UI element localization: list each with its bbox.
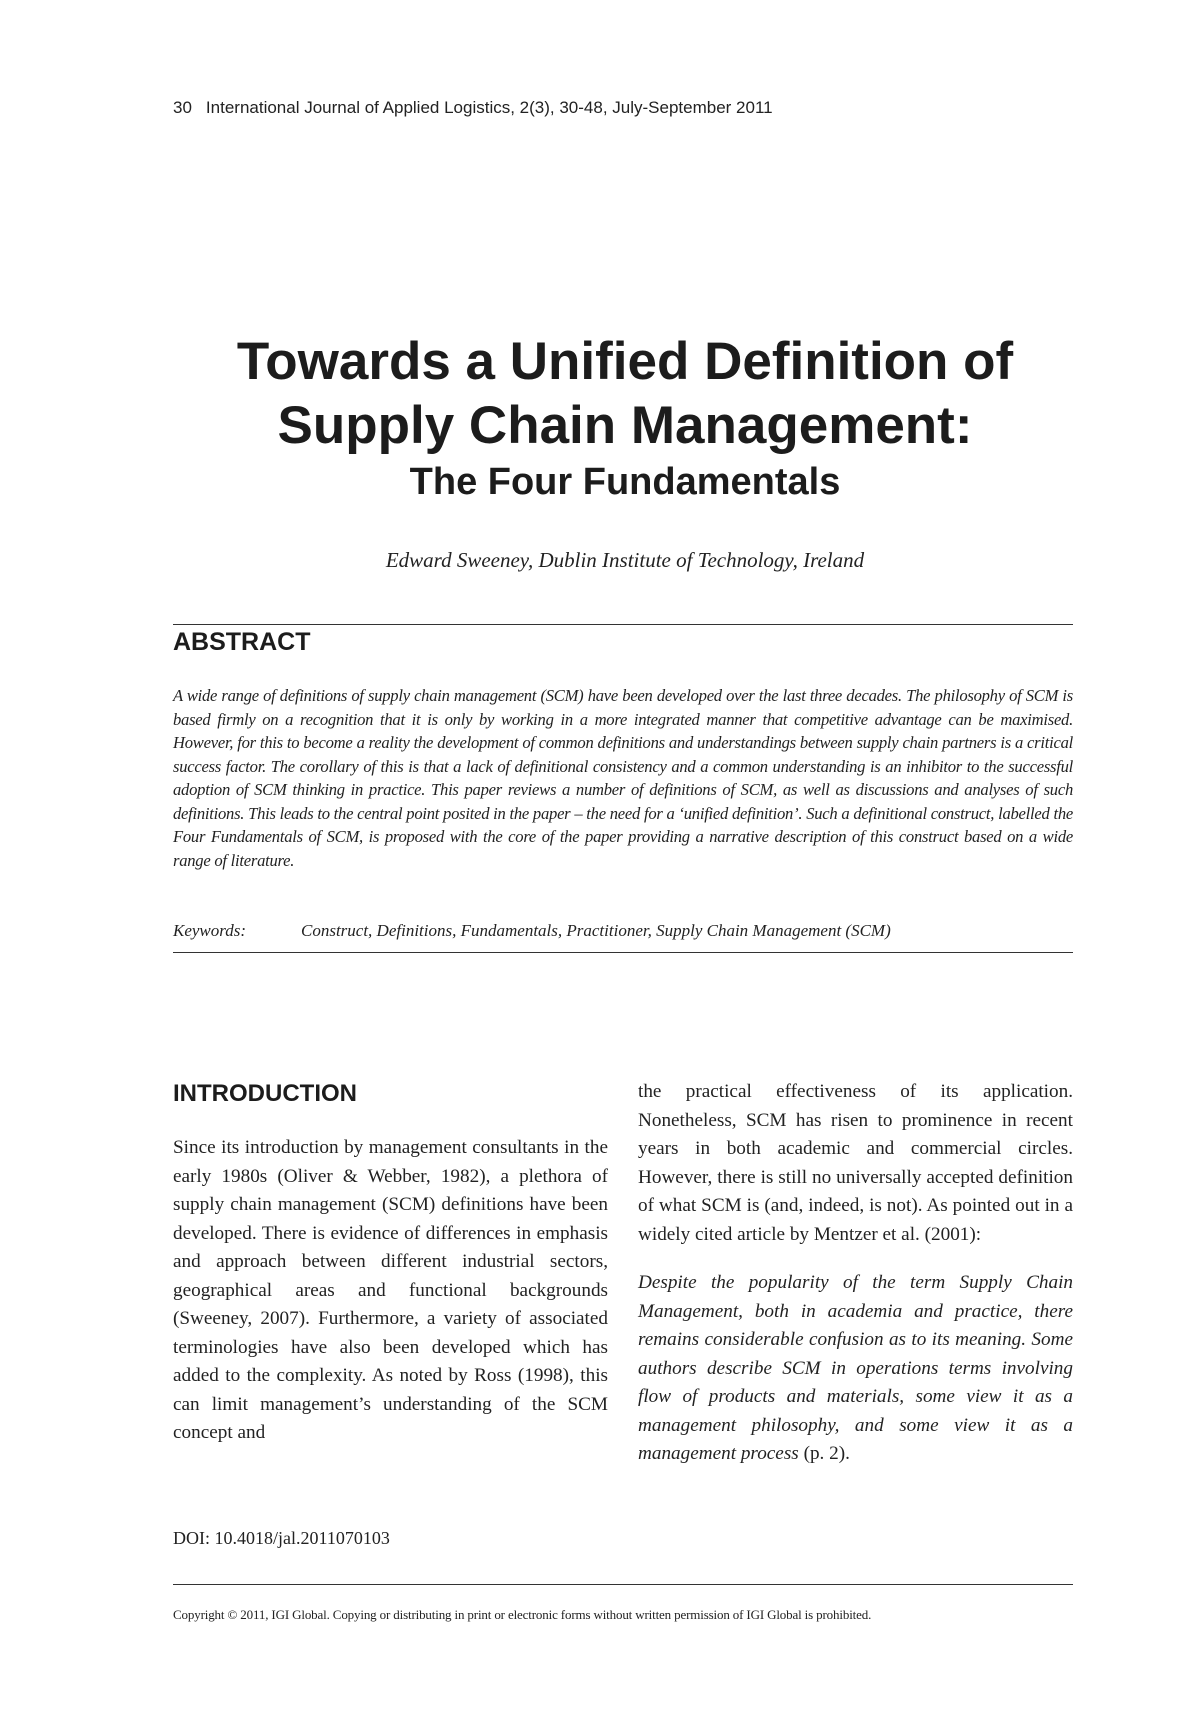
quote-text: Despite the popularity of the term Supply Chain Management, both in academia and practice, there remains considerable confusion as to its meaning. Some authors describe SCM in operations terms involving flow of products and materials, some view it as a management philosophy, and some view it as a management process — [638, 1272, 1073, 1464]
abstract-bottom-rule — [173, 952, 1073, 953]
journal-citation: International Journal of Applied Logistics, 2(3), 30-48, July-September 2011 — [205, 98, 773, 117]
running-header — [173, 98, 773, 118]
page-number: 30 — [173, 98, 192, 117]
subtitle: The Four Fundamentals — [409, 461, 841, 503]
keywords-label: Keywords: — [173, 921, 247, 940]
title-line-2: Supply Chain Management: — [277, 396, 973, 455]
abstract-text: A wide range of definitions of supply chain management (SCM) have been developed over the last three decades. The philosophy of SCM is based firmly on a recognition that it is only by working in a more integrated manner that competitive advantage can be maximised. However, for this to become a reality the development of common definitions and understandings between supply chain partners is a critical success factor. The corollary of this is that a lack of definitional consistency and a common understanding is an inhibitor to the successful adoption of SCM thinking in practice. This paper reviews a number of definitions of SCM, as well as discussions and analyses of such definitions. This leads to the central point posited in the paper – the need for a ‘unified definition’. Such a definitional construct, labelled the Four Fundamentals of SCM, is proposed with the core of the paper providing a narrative description of this construct based on a wide range of literature. — [173, 686, 1073, 870]
section-heading-introduction: INTRODUCTION — [173, 1080, 357, 1107]
left-column — [173, 1080, 608, 1448]
abstract-top-rule — [173, 624, 1073, 625]
quote-citation: (p. 2). — [798, 1443, 850, 1464]
keywords-list: Construct, Definitions, Fundamentals, Practitioner, Supply Chain Management (SCM) — [301, 921, 891, 940]
author-affiliation: Edward Sweeney, Dublin Institute of Technology, Ireland — [385, 548, 865, 572]
title-line-1: Towards a Unified Definition of — [236, 332, 1014, 391]
footer-rule — [173, 1584, 1073, 1585]
copyright-notice: Copyright © 2011, IGI Global. Copying or distributing in print or electronic forms without written permission of IGI Global is prohibited. — [173, 1607, 872, 1622]
intro-paragraph-left: Since its introduction by management consultants in the early 1980s (Oliver & Webber, 1982), a plethora of supply chain management (SCM) definitions have been developed. There is evidence of differences in emphasis and approach between different industrial sectors, geographical areas and functional backgrounds (Sweeney, 2007). Furthermore, a variety of associated terminologies have also been developed which has added to the complexity. As noted by Ross (1998), this can limit management’s understanding of the SCM concept and — [173, 1137, 608, 1443]
keywords — [173, 921, 1073, 941]
title-block — [150, 330, 1100, 506]
right-column — [638, 1078, 1073, 1469]
intro-paragraph-right: the practical effectiveness of its application. Nonetheless, SCM has risen to prominence in recent years in both academic and commercial circles. However, there is still no universally accepted definition of what SCM is (and, indeed, is not). As pointed out in a widely cited article by Mentzer et al. (2001): — [638, 1081, 1073, 1245]
doi: DOI: 10.4018/jal.2011070103 — [173, 1528, 390, 1548]
block-quote — [638, 1269, 1073, 1469]
abstract-heading: ABSTRACT — [173, 628, 311, 656]
